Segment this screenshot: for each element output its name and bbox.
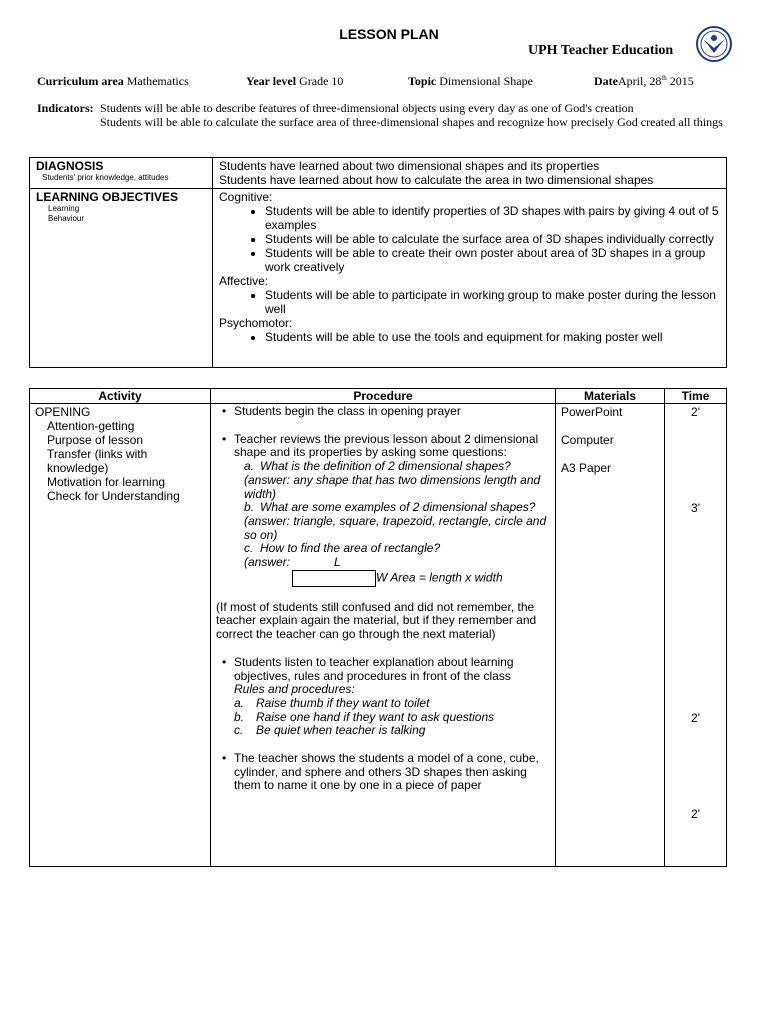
topic: Topic Dimensional Shape	[408, 74, 533, 88]
list-item: • Students will be able to identify properties of 3D shapes with pairs by giving 4 out of 5 examples	[265, 204, 720, 232]
materials-cell: PowerPoint Computer A3 Paper	[556, 404, 665, 867]
curriculum-area: Curriculum area Mathematics	[37, 74, 189, 88]
year-level: Year level Grade 10	[246, 74, 344, 88]
objectives-table	[29, 157, 727, 368]
list-item: • Students will be able to participate in working group to make poster during the lesson well	[265, 288, 720, 316]
date: DateApril, 28th 2015	[594, 74, 694, 88]
header-time: Time	[665, 389, 727, 404]
diagnosis-content: Students have learned about two dimensional shapes and its properties Students have learned about how to calculate the area in two dimensional shapes	[213, 158, 727, 189]
objectives-cell: LEARNING OBJECTIVES Learning Behaviour	[30, 189, 213, 368]
time-cell: 2' 3' 2' 2'	[665, 404, 727, 867]
page-title: LESSON PLAN	[339, 26, 439, 42]
indicator-line: Students will be able to calculate the surface area of three-dimensional shapes and recognize how precisely God created all things	[100, 115, 723, 129]
rectangle-diagram	[292, 570, 376, 587]
diagnosis-cell: DIAGNOSIS Students' prior knowledge, attitudes	[30, 158, 213, 189]
lesson-procedure-table	[29, 388, 727, 867]
header-activity: Activity	[30, 389, 211, 404]
indicator-line: Students will be able to describe features of three-dimensional objects using every day as one of God's creation	[100, 101, 634, 115]
objectives-content: Cognitive: • Students will be able to identify properties of 3D shapes with pairs by giving 4 out of 5 examples • Students will be able to calculate the surface area of 3D shapes individually correctly • Students will be able to create their own poster about area of 3D shapes in a group work creatively Affective: • Students will be able to participate in working group to make poster during the lesson well Psychomotor: • Students will be able to use the tools and equipment for making poster well	[213, 189, 727, 368]
list-item: • Students will be able to use the tools and equipment for making poster well	[265, 330, 720, 344]
activity-cell: OPENING Attention-getting Purpose of lesson Transfer (links with knowledge) Motivation for learning Check for Understanding	[30, 404, 211, 867]
eagle-logo-icon	[694, 25, 734, 63]
institution-name: UPH Teacher Education	[528, 43, 674, 58]
procedure-cell: • Students begin the class in opening prayer • Teacher reviews the previous lesson about 2 dimensional shape and its properties by asking some questions: a. What is the definition of 2 dimensional shapes? (answer: any shape that has two dimensions length and width) b. What are some examples of 2 dimensional shapes? (answer: triangle, square, trapezoid, rectangle, circle and so on) c. How to find the area of rectangle? (answer: L W Area = length x width (If most of students still confused and did not remember, the teacher explain again the material, but if they remember and correct the teacher can go through the next material) • Students listen to teacher explanation about learning objectives, rules and procedures in front of the class Rules and procedures: a. Raise thumb if they want to toilet b. Raise one hand if they want to ask questions c. Be quiet when teacher is talking • The teacher shows the students a model of a cone, cube, cylinder, and sphere and others 3D shapes then asking them to name it one by one in a piece of paper	[211, 404, 556, 867]
header-materials: Materials	[556, 389, 665, 404]
list-item: • Students will be able to calculate the surface area of 3D shapes individually correctly	[265, 232, 720, 246]
list-item: • Students will be able to create their own poster about area of 3D shapes in a group work creatively	[265, 246, 720, 274]
header-procedure: Procedure	[211, 389, 556, 404]
